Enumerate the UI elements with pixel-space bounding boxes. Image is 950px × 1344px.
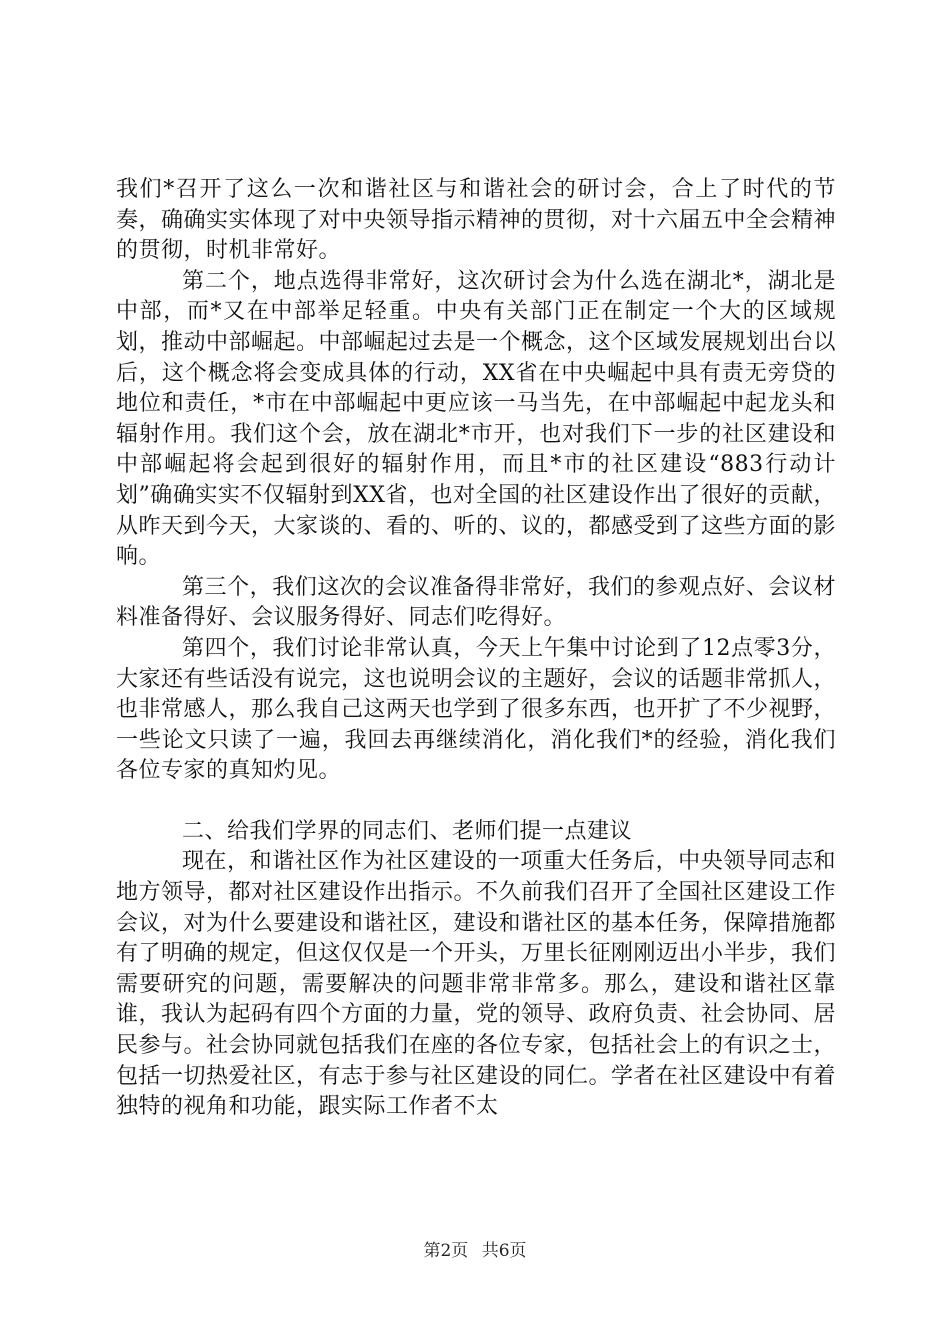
paragraph-third-point: 第三个，我们这次的会议准备得非常好，我们的参观点好、会议材料准备得好、会议服务得好、同志们吃得好。 — [116, 574, 836, 631]
paragraph-second-point: 第二个，地点选得非常好，这次研讨会为什么选在湖北*，湖北是中部，而*又在中部举足轻重。中央有关部门正在制定一个大的区域规划，推动中部崛起。中部崛起过去是一个概念，这个区域发展规划出台以后，这个概念将会变成具体的行动，XX省在中央崛起中具有责无旁贷的地位和责任，*市在中部崛起中更应该一马当先，在中部崛起中起龙头和辐射作用。我们这个会，放在湖北*市开，也对我们下一步的社区建设和中部崛起将会起到很好的辐射作用，而且*市的社区建设“883行动计划”确确实实不仅辐射到XX省，也对全国的社区建设作出了很好的贡献，从昨天到今天，大家谈的、看的、听的、议的，都感受到了这些方面的影响。 — [116, 268, 837, 570]
page-number: 第2页 — [423, 1241, 469, 1261]
paragraph-continuation: 我们*召开了这么一次和谐社区与和谐社会的研讨会，合上了时代的节奏，确确实实体现了对中央领导指示精神的贯彻，对十六届五中全会精神的贯彻，时机非常好。 — [116, 177, 837, 264]
section-spacer — [116, 787, 836, 817]
paragraph-suggestions: 现在，和谐社区作为社区建设的一项重大任务后，中央领导同志和地方领导，都对社区建设作出指示。不久前我们召开了全国社区建设工作会议，对为什么要建设和谐社区，建设和谐社区的基本任务，保障措施都有了明确的规定，但这仅仅是一个开头，万里长征刚刚迈出小半步，我们需要研究的问题，需要解决的问题非常非常多。那么，建设和谐社区靠谁，我认为起码有四个方面的力量，党的领导、政府负责、社会协同、居民参与。社会协同就包括我们在座的各位专家，包括社会上的有识之士，包括一切热爱社区，有志于参与社区建设的同仁。学者在社区建设中有着独特的视角和功能，跟实际工作者不太 — [116, 849, 837, 1120]
page-footer — [0, 1240, 950, 1262]
paragraph-fourth-point: 第四个，我们讨论非常认真，今天上午集中讨论到了12点零3分，大家还有些话没有说完，这也说明会议的主题好，会议的话题非常抓人，也非常感人，那么我自己这两天也学到了很多东西，也开扩了不少视野，一些论文只读了一遍，我回去再继续消化，消化我们*的经验，消化我们各位专家的真知灼见。 — [116, 635, 837, 784]
document-body — [116, 175, 836, 1123]
page-total: 共6页 — [481, 1241, 527, 1261]
section-heading: 二、给我们学界的同志们、老师们提一点建议 — [182, 818, 633, 844]
